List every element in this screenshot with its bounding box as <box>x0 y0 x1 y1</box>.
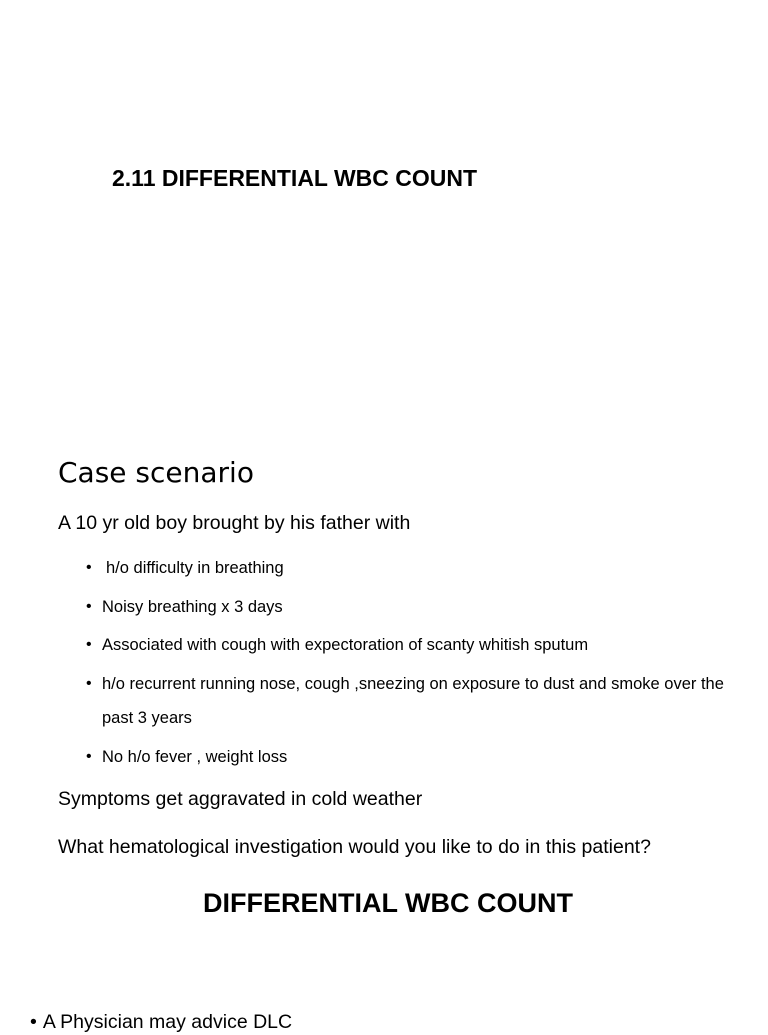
bullet-icon: • <box>86 747 92 765</box>
bullet-icon: • <box>86 674 92 692</box>
bullet-icon: • <box>86 559 92 576</box>
list-item <box>86 628 746 663</box>
case-intro-text: A 10 yr old boy brought by his father with <box>58 512 411 534</box>
bullet-icon: • <box>30 1011 37 1033</box>
list-item <box>86 551 746 586</box>
section-heading: DIFFERENTIAL WBC COUNT <box>203 888 573 918</box>
bullet-text: No h/o fever , weight loss <box>102 747 288 766</box>
list-item <box>86 667 746 736</box>
symptoms-aggravated-text: Symptoms get aggravated in cold weather <box>58 788 423 810</box>
bullet-text: Associated with cough with expectoration of scanty whitish sputum <box>102 636 589 654</box>
bottom-bullet-text: A Physician may advice DLC <box>42 1011 293 1033</box>
investigation-question-text: What hematological investigation would you like to do in this patient? <box>58 836 651 858</box>
history-bullet-list <box>86 551 746 778</box>
page-title: 2.11 DIFFERENTIAL WBC COUNT <box>112 165 478 191</box>
list-item <box>86 590 746 625</box>
bullet-text: h/o difficulty in breathing <box>106 559 284 577</box>
list-item <box>86 740 746 775</box>
bullet-text: h/o recurrent running nose, cough ,sneezing on exposure to dust and smoke over the past 3 years <box>102 674 724 727</box>
bullet-icon: • <box>86 636 92 653</box>
bullet-text: Noisy breathing x 3 days <box>102 597 283 616</box>
bullet-icon: • <box>86 597 92 615</box>
case-scenario-heading: Case scenario <box>58 456 254 489</box>
bottom-bullet-item <box>30 1009 292 1035</box>
